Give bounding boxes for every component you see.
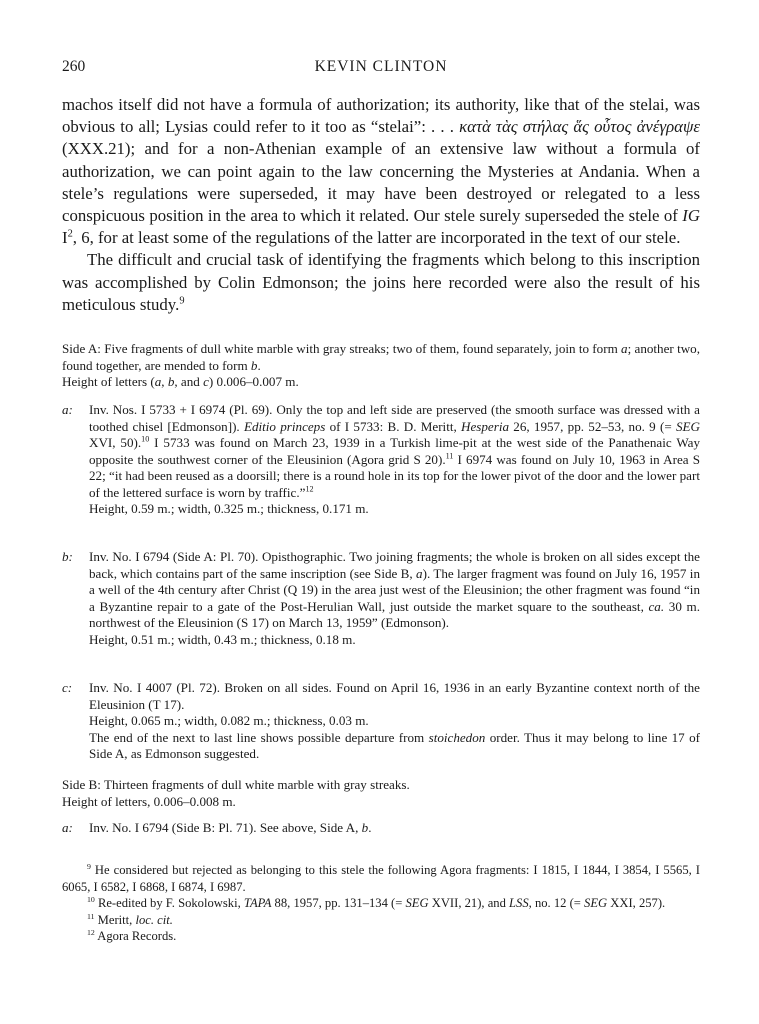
footnotes [62,862,700,945]
side-b-entry-text: Inv. No. I 6794 (Side B: Pl. 71). See above, Side A, b. [89,820,372,835]
footnote-ref-11: 11 [445,451,454,461]
entry-c-text: Inv. No. I 4007 (Pl. 72). Broken on all sides. Found on April 16, 1936 in an early Byzantine context north of the Eleusinion (T 17). [89,680,700,712]
entry-a-dimensions: Height, 0.59 m.; width, 0.325 m.; thickness, 0.171 m. [89,501,369,516]
footnote-9: $^9$ He considered but rejected as belonging to this stele the following Agora fragments: I 1815, I 1844, I 3854, I 5565, I 6065, I 6582, I 6868, I 6874, I 6987. [62,861,700,894]
footnote-ref-12: 12 [305,484,314,494]
footnote-11: $^{11}$ Meritt, loc. cit. [87,911,173,927]
side-a-intro: Side A: Five fragments of dull white marble with gray streaks; two of them, found separately, join to form a; another two, found together, are mended to form b. [62,341,700,373]
side-b-letter-height: Height of letters, 0.006–0.008 m. [62,793,236,809]
main-text [62,94,700,316]
fragment-b-entry [62,549,700,648]
footnote-ref-10: 10 [141,434,150,444]
entry-label-c: c: [62,680,73,695]
fragment-c-entry [62,680,700,763]
page-header [62,58,700,80]
entry-label-b: b: [62,549,73,564]
entry-a-text: Inv. Nos. I 5733 + I 6974 (Pl. 69). Only the top and left side are preserved (the smooth surface was dressed with a toothed chisel [Edmonson]). Editio princeps of I 5733: B. D. Meritt, Hesperia 26, 1957, pp. 52–53, no. 9 (= SEG XVI, 50).$^{10}$ I 5733 was found on March 23, 1939 in a Turkish lime-pit at the west side of the Panathenaic Way opposite the southwest corner of the Eleusinion (Agora grid S 20).$^{11}$ I 6974 was found on July 10, 1963 in Area S 22; “it had been reused as a doorsill; there is a round hole in its top for the lower pivot of the door and the lower part of the lettered surface is worn by traffic.”$^{12}$ [89,402,700,500]
entry-c-note: The end of the next to last line shows possible departure from stoichedon order. Thus it may belong to line 17 of Side A, as Edmonson suggested. [89,729,700,761]
running-head: KEVIN CLINTON [314,58,448,75]
page-number: 260 [62,58,86,75]
side-b-description [62,777,700,810]
greek-quotation: κατὰ τὰς στήλας ἅς οὗτος ἀνέγραψε [459,117,700,137]
entry-c-dimensions: Height, 0.065 m.; width, 0.082 m.; thickness, 0.03 m. [89,713,369,728]
entry-b-dimensions: Height, 0.51 m.; width, 0.43 m.; thickness, 0.18 m. [89,631,356,647]
footnote-12: $^{12}$ Agora Records. [87,928,177,944]
body-paragraph-2: The difficult and crucial task of identifying the fragments which belong to this inscription was accomplished by Colin Edmonson; the joins here recorded were also the result of his meticulous study.$^9$ [62,250,700,314]
entry-b-text: Inv. No. I 6794 (Side A: Pl. 70). Opisthographic. Two joining fragments; the whole is broken on all sides except the back, which contains part of the same inscription (see Side B, a). The larger fragment was found on July 16, 1957 in a well of the 4th century after Christ (Q 19) in the area just west of the Eleusinion; the other fragment was found “in a Byzantine repair to a gate of the Post-Herulian Wall, just outside the market square to the southeast, ca. 30 m. northwest of the Eleusinion (S 17) on March 13, 1959” (Edmonson). [89,549,700,630]
footnote-ref-9: 9 [179,295,185,307]
side-a-description [62,341,700,391]
side-b-entry-label-a: a: [62,820,73,835]
footnote-10: $^{10}$ Re-edited by F. Sokolowski, TAPA 88, 1957, pp. 131–134 (= SEG XVII, 21), and LSS, no. 12 (= SEG XXI, 257). [87,895,666,911]
side-b-intro: Side B: Thirteen fragments of dull white marble with gray streaks. [62,777,410,792]
fragment-a-entry [62,402,700,518]
entry-label-a: a: [62,402,73,417]
body-paragraph-1: machos itself did not have a formula of authorization; its authority, like that of the stelai, was obvious to all; Lysias could refer to it too as “stelai”: . . . κατὰ τὰς στήλας ἅς οὗτος ἀνέγραψε (XXX.21); and for a non-Athenian example of an extensive law without a formula of authorization, we can point again to the law concerning the Mysteries at Andania. When a stele’s regulations were superseded, it may have been destroyed or relegated to a less conspicuous position in the area to which it related. Our stele surely superseded the stele of IG $I^2$, 6, for at least some of the regulations of the latter are incorporated in the text of our stele. [62,95,700,248]
side-b-fragment-a-entry [62,820,700,837]
side-a-letter-height: Height of letters (a, b, and c) 0.006–0.007 m. [62,374,299,389]
